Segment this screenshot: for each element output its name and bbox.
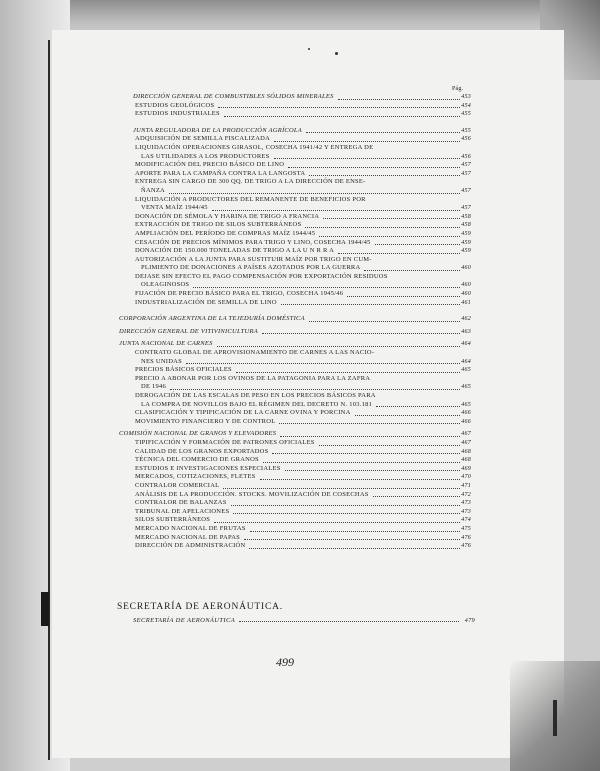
toc-entry-page: 466 [461, 418, 471, 425]
toc-entry[interactable] [117, 298, 471, 308]
dot-leader [217, 345, 460, 347]
dot-leader [274, 157, 460, 159]
toc-entry-page: 461 [461, 299, 471, 306]
toc-entry-text: AMPLIACIÓN DEL PERÍODO DE COMPRAS MAÍZ 1944/45 [135, 229, 316, 237]
toc-entry[interactable] [117, 247, 471, 256]
toc-entry-text: DE 1946 [141, 383, 167, 391]
toc-entry[interactable] [117, 400, 471, 410]
toc-entry[interactable] [117, 490, 471, 500]
toc-entry[interactable] [117, 93, 471, 102]
toc-entry-page: 476 [461, 543, 471, 550]
toc-entry-page: 455 [461, 127, 471, 134]
toc-entry[interactable] [117, 204, 471, 213]
toc-entry-page: 462 [461, 316, 471, 323]
toc-entry-text: ANÁLISIS DE LA PRODUCCIÓN. STOCKS. MOVILIZACIÓN DE COSECHAS [135, 490, 369, 498]
toc-entry-page: 457 [461, 187, 471, 194]
toc-entry[interactable] [117, 264, 471, 273]
toc-entry-text: CORPORACIÓN ARGENTINA DE LA TEJEDURÍA DOMÉSTICA [119, 315, 305, 323]
toc-entry-page: 460 [461, 265, 471, 272]
toc-entry[interactable] [117, 542, 471, 551]
dot-leader [218, 106, 460, 108]
toc-entry-page: 468 [461, 448, 471, 455]
toc-entry-text: CONTRALOR COMERCIAL [135, 481, 220, 489]
toc-entry[interactable] [117, 281, 471, 290]
page-number: 499 [276, 655, 294, 669]
toc-entry-text: SECRETARÍA DE AERONÁUTICA [133, 617, 236, 624]
table-of-contents [117, 93, 471, 551]
ink-speck [308, 48, 310, 50]
dot-leader [274, 140, 460, 142]
toc-entry-text: COMISIÓN NACIONAL DE GRANOS Y ELEVADORES [119, 430, 277, 438]
toc-entry-page: 463 [461, 328, 471, 335]
toc-entry-text: CALIDAD DE LOS GRANOS EXPORTADOS [135, 447, 269, 455]
toc-entry-text: APORTE PARA LA CAMPAÑA CONTRA LA LANGOSTA [135, 169, 306, 177]
toc-entry [117, 375, 463, 384]
dot-leader [338, 98, 460, 100]
dot-leader [347, 295, 460, 297]
toc-entry [117, 273, 463, 282]
toc-entry-page: 479 [464, 618, 475, 624]
toc-entry-page: 470 [461, 474, 471, 481]
dot-leader [355, 414, 460, 416]
toc-entry[interactable] [117, 101, 471, 111]
toc-entry-page: 458 [461, 213, 471, 220]
toc-entry-page: 457 [461, 162, 471, 169]
toc-entry-text: CONTRATO GLOBAL DE APROVISIONAMIENTO DE CARNES A LAS NACIO- [135, 349, 375, 357]
toc-entry-text: ESTUDIOS E INVESTIGACIONES ESPECIALES [135, 464, 281, 472]
toc-entry[interactable] [117, 456, 471, 465]
dot-leader [193, 286, 460, 288]
toc-entry-page: 476 [461, 534, 471, 541]
toc-entry [117, 144, 463, 153]
toc-entry-text: LIQUIDACIÓN OPERACIONES GIRASOL, COSECHA 1941/42 Y ENTREGA DE [135, 143, 374, 151]
toc-entry-page: 468 [461, 457, 471, 464]
toc-entry[interactable] [117, 110, 471, 119]
toc-entry-text: DIRECCIÓN GENERAL DE VITIVINICULTURA [119, 327, 258, 335]
toc-entry-text: CESACIÓN DE PRECIOS MÍNIMOS PARA TRIGO Y LINO, COSECHA 1944/45 [135, 238, 371, 246]
toc-entry-page: 467 [461, 439, 471, 446]
page-edge-mark [553, 700, 557, 736]
toc-entry [117, 349, 463, 358]
dot-leader [319, 444, 460, 446]
toc-entry[interactable] [117, 366, 471, 375]
toc-entry-page: 471 [461, 482, 471, 489]
dot-leader [223, 487, 460, 489]
toc-entry-page: 456 [461, 136, 471, 143]
toc-entry-text: MERCADO NACIONAL DE FRUTAS [135, 524, 246, 532]
toc-entry-page: 473 [461, 508, 471, 515]
toc-entry[interactable] [117, 238, 471, 248]
dot-leader [233, 512, 460, 514]
toc-entry-page: 457 [461, 170, 471, 177]
toc-entry[interactable] [117, 290, 471, 299]
toc-entry-text: NES UNIDAS [141, 357, 182, 365]
dot-leader [239, 621, 459, 622]
toc-entry[interactable] [117, 430, 471, 439]
toc-entry-page: 465 [461, 367, 471, 374]
dot-leader [224, 115, 460, 117]
toc-entry-text: LA COMPRA DE NOVILLOS BAJO EL RÉGIMEN DEL DECRETO N. 103.181 [141, 400, 373, 408]
toc-entry-text: OLEAGINOSOS [141, 281, 190, 289]
toc-entry [117, 196, 463, 205]
toc-entry-text: DEJASE SIN EFECTO EL PAGO COMPENSACIÓN POR EXPORTACIÓN RESIDUOS [135, 272, 388, 280]
toc-entry-page: 475 [461, 525, 471, 532]
dot-leader [214, 521, 460, 523]
dot-leader [250, 530, 460, 532]
toc-entry-page: 459 [461, 239, 471, 246]
dot-leader [272, 452, 460, 454]
toc-entry-page: 469 [461, 465, 471, 472]
dot-leader [285, 469, 460, 471]
toc-entry[interactable] [117, 327, 471, 337]
toc-entry-text: MODIFICACIÓN DEL PRECIO BÁSICO DE LINO [135, 161, 285, 169]
toc-entry[interactable] [117, 186, 471, 196]
toc-entry[interactable] [117, 135, 471, 144]
toc-entry-text: TÉCNICA DEL COMERCIO DE GRANOS [135, 456, 259, 464]
toc-entry-text: PRECIO A ABONAR POR LOS OVINOS DE LA PATAGONIA PARA LA ZAFRA [135, 374, 371, 382]
page-column-label: Pág. [452, 86, 464, 92]
dot-leader [376, 405, 460, 407]
toc-entry[interactable] [117, 340, 471, 349]
toc-entry[interactable] [117, 464, 471, 474]
toc-entry-page: 453 [461, 94, 471, 100]
toc-entry[interactable] [117, 221, 471, 230]
toc-entry-text: MERCADO NACIONAL DE PAPAS [135, 533, 241, 541]
binding-mark [41, 592, 49, 626]
toc-entry-text: DIRECCIÓN DE ADMINISTRACIÓN [135, 542, 246, 550]
toc-entry [117, 178, 463, 187]
toc-entry-page: 459 [461, 248, 471, 255]
toc-entry[interactable] [117, 229, 471, 239]
toc-entry-page: 457 [461, 205, 471, 212]
toc-entry[interactable] [117, 417, 471, 427]
toc-entry [117, 256, 463, 265]
toc-entry[interactable] [117, 409, 471, 418]
toc-entry-text: JUNTA REGULADORA DE LA PRODUCCIÓN AGRÍCOLA [133, 126, 302, 134]
toc-entry-page: 460 [461, 282, 471, 289]
dot-leader [309, 320, 460, 322]
dot-leader [279, 422, 460, 424]
toc-entry-text: CONTRALOR DE BALANZAS [135, 499, 227, 507]
dot-leader [319, 235, 460, 237]
section-title: SECRETARÍA DE AERONÁUTICA. [117, 602, 283, 612]
toc-entry[interactable] [117, 499, 471, 508]
toc-entry-text: DEROGACIÓN DE LAS ESCALAS DE PESO EN LOS PRECIOS BÁSICOS PARA [135, 392, 376, 399]
toc-entry-text: TIPIFICACIÓN Y FORMACIÓN DE PATRONES OFICIALES [135, 438, 315, 446]
ink-speck [335, 52, 338, 55]
dot-leader [288, 166, 460, 168]
dot-leader [262, 332, 460, 334]
toc-entry-page: 464 [461, 358, 471, 365]
dot-leader [281, 303, 460, 305]
dot-leader [280, 435, 460, 437]
dot-leader [364, 269, 460, 271]
toc-entry-text: MERCADOS, COTIZACIONES, FLETES [135, 473, 256, 481]
toc-entry-text: DONACIÓN DE 150.000 TONELADAS DE TRIGO A LA U N R R A [135, 247, 335, 255]
toc-entry-text: ESTUDIOS INDUSTRIALES [135, 110, 220, 118]
toc-entry[interactable] [117, 383, 471, 392]
toc-entry[interactable] [133, 617, 475, 624]
toc-entry-text: ENTREGA SIN CARGO DE 300 QQ. DE TRIGO A LA DIRECCIÓN DE ENSE- [135, 178, 366, 186]
toc-entry-page: 474 [461, 517, 471, 524]
dot-leader [338, 252, 460, 254]
toc-entry-page: 459 [461, 230, 471, 237]
toc-entry-page: 456 [461, 153, 471, 160]
toc-entry-text: MOVIMIENTO FINANCIERO Y DE CONTROL [135, 417, 276, 425]
toc-entry-text: JUNTA NACIONAL DE CARNES [119, 340, 213, 348]
dot-leader [170, 388, 460, 390]
toc-entry-page: 465 [461, 401, 471, 408]
toc-entry-page: 460 [461, 291, 471, 298]
toc-entry[interactable] [117, 524, 471, 534]
toc-entry-text: EXTRACCIÓN DE TRIGO DE SILOS SUBTERRÁNEOS [135, 221, 302, 229]
toc-entry[interactable] [117, 315, 471, 324]
dot-leader [375, 243, 460, 245]
toc-entry-page: 465 [461, 384, 471, 391]
binding-edge [48, 40, 50, 760]
toc-entry-page: 454 [461, 102, 471, 109]
toc-entry[interactable] [117, 161, 471, 170]
toc-entry-text: DIRECCIÓN GENERAL DE COMBUSTIBLES SÓLIDOS MINERALES [133, 93, 334, 100]
toc-entry[interactable] [117, 357, 471, 367]
toc-entry-text: PRECIOS BÁSICOS OFICIALES [135, 366, 232, 374]
toc-entry[interactable] [117, 438, 471, 448]
dot-leader [260, 478, 460, 480]
dot-leader [373, 495, 460, 497]
dot-leader [309, 174, 460, 176]
toc-entry[interactable] [117, 473, 471, 482]
toc-entry-text: LAS UTILIDADES A LOS PRODUCTORES [141, 152, 270, 160]
toc-entry-text: INDUSTRIALIZACIÓN DE SEMILLA DE LINO [135, 298, 277, 306]
dot-leader [212, 209, 460, 211]
toc-entry-text: AUTORIZACIÓN A LA JUNTA PARA SUSTITUIR MAÍZ POR TRIGO EN CUM- [135, 255, 372, 263]
dot-leader [323, 217, 460, 219]
toc-entry [117, 392, 463, 401]
dot-leader [231, 504, 460, 506]
toc-entry[interactable] [117, 152, 471, 162]
toc-entry-page: 464 [461, 341, 471, 348]
toc-entry-page: 458 [461, 222, 471, 229]
toc-entry-page: 472 [461, 491, 471, 498]
dot-leader [186, 362, 460, 364]
toc-entry[interactable] [117, 447, 471, 457]
toc-entry-page: 473 [461, 500, 471, 507]
toc-entry-text: CLASIFICACIÓN Y TIPIFICACIÓN DE LA CARNE OVINA Y PORCINA [135, 409, 351, 417]
toc-entry-page: 466 [461, 410, 471, 417]
dot-leader [263, 461, 460, 463]
toc-entry-text: ÑANZA [141, 186, 165, 194]
toc-entry[interactable] [117, 516, 471, 525]
toc-entry-text: SILOS SUBTERRÁNEOS [135, 516, 211, 524]
dot-leader [306, 131, 460, 133]
toc-entry-text: DONACIÓN DE SÉMOLA Y HARINA DE TRIGO A FRANCIA [135, 212, 320, 220]
dot-leader [244, 538, 460, 540]
toc-entry-text: ESTUDIOS GEOLÓGICOS [135, 101, 215, 109]
toc-entry-page: 455 [461, 111, 471, 118]
toc-entry-text: FIJACIÓN DE PRECIO BÁSICO PARA EL TRIGO, COSECHA 1945/46 [135, 290, 344, 298]
toc-entry[interactable] [117, 481, 471, 491]
dot-leader [249, 547, 460, 549]
toc-entry-text: ADQUISICIÓN DE SEMILLA FISCALIZADA [135, 135, 271, 143]
dot-leader [305, 226, 460, 228]
toc-entry[interactable] [117, 533, 471, 543]
toc-entry-text: PLIMIENTO DE DONACIONES A PAÍSES AZOTADOS POR LA GUERRA [141, 264, 361, 272]
dot-leader [236, 371, 460, 373]
dot-leader [169, 192, 460, 194]
toc-entry-text: VENTA MAÍZ 1944/45 [141, 204, 208, 212]
toc-entry-page: 467 [461, 431, 471, 438]
toc-entry-text: TRIBUNAL DE APELACIONES [135, 507, 230, 515]
toc-entry-text: LIQUIDACIÓN A PRODUCTORES DEL REMANENTE DE BENEFICIOS POR [135, 195, 366, 203]
